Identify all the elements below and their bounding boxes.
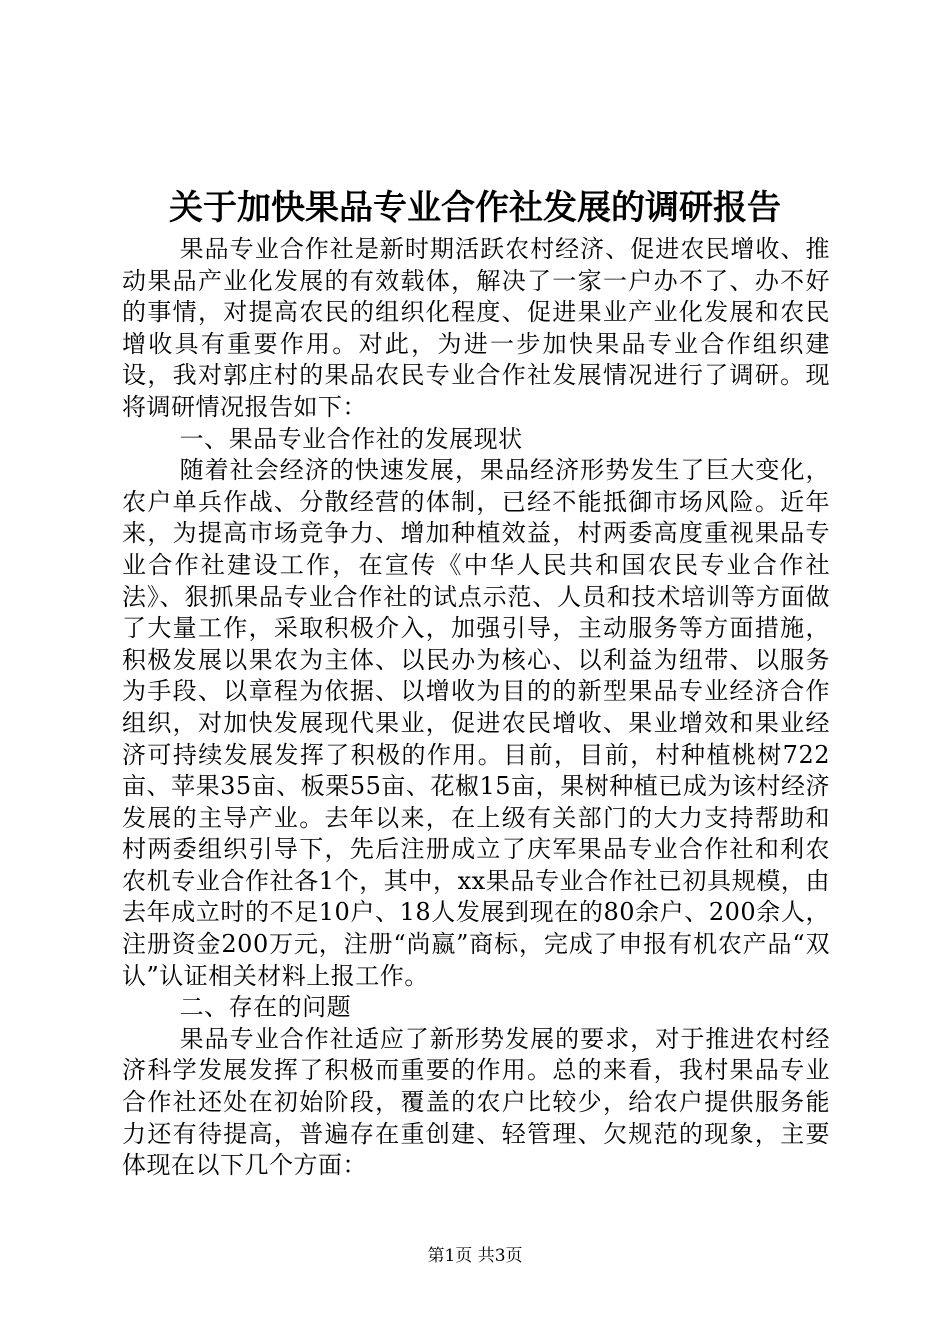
status-paragraph: 随着社会经济的快速发展，果品经济形势发生了巨大变化，农户单兵作战、分散经营的体制，已经不能抵御市场风险。近年来，为提高市场竞争力、增加种植效益，村两委高度重视果品专业合作社建设工作，在宣传《中华人民共和国农民专业合作社法》、狠抓果品专业合作社的试点示范、人员和技术培训等方面做了大量工作，采取积极介入，加强引导，主动服务等方面措施，积极发展以果农为主体、以民办为核心、以利益为纽带、以服务为手段、以章程为依据、以增收为目的的新型果品专业经济合作组织，对加快发展现代果业，促进农民增收、果业增效和果业经济可持续发展发挥了积极的作用。目前，目前，村种植桃树722亩、苹果35亩、板栗55亩、花椒15亩，果树种植已成为该村经济发展的主导产业。去年以来，在上级有关部门的大力支持帮助和村两委组织引导下，先后注册成立了庆军果品专业合作社和利农农机专业合作社各1个，其中，xx果品专业合作社已初具规模，由去年成立时的不足10户、18人发展到现在的80余户、200余人，注册资金200万元，注册“尚嬴”商标，完成了申报有机农产品“双认”认证相关材料上报工作。 — [122, 456, 830, 990]
intro-paragraph: 果品专业合作社是新时期活跃农村经济、促进农民增收、推动果品产业化发展的有效载体，解决了一家一户办不了、办不好的事情，对提高农民的组织化程度、促进果业产业化发展和农民增收具有重要作用。对此，为进一步加快果品专业合作组织建设，我对郭庄村的果品农民专业合作社发展情况进行了调研。现将调研情况报告如下： — [122, 235, 830, 421]
section-heading-problems: 二、存在的问题 — [179, 993, 352, 1022]
document-body — [122, 234, 830, 1182]
section-heading-status: 一、果品专业合作社的发展现状 — [179, 424, 523, 453]
page-footer: 第1页 共3页 — [427, 1246, 523, 1266]
document-title: 关于加快果品专业合作社发展的调研报告 — [169, 188, 781, 228]
problems-paragraph: 果品专业合作社适应了新形势发展的要求，对于推进农村经济科学发展发挥了积极而重要的作用。总的来看，我村果品专业合作社还处在初始阶段，覆盖的农户比较少，给农户提供服务能力还有待提高，普遍存在重创建、轻管理、欠规范的现象，主要体现在以下几个方面： — [122, 1024, 830, 1180]
